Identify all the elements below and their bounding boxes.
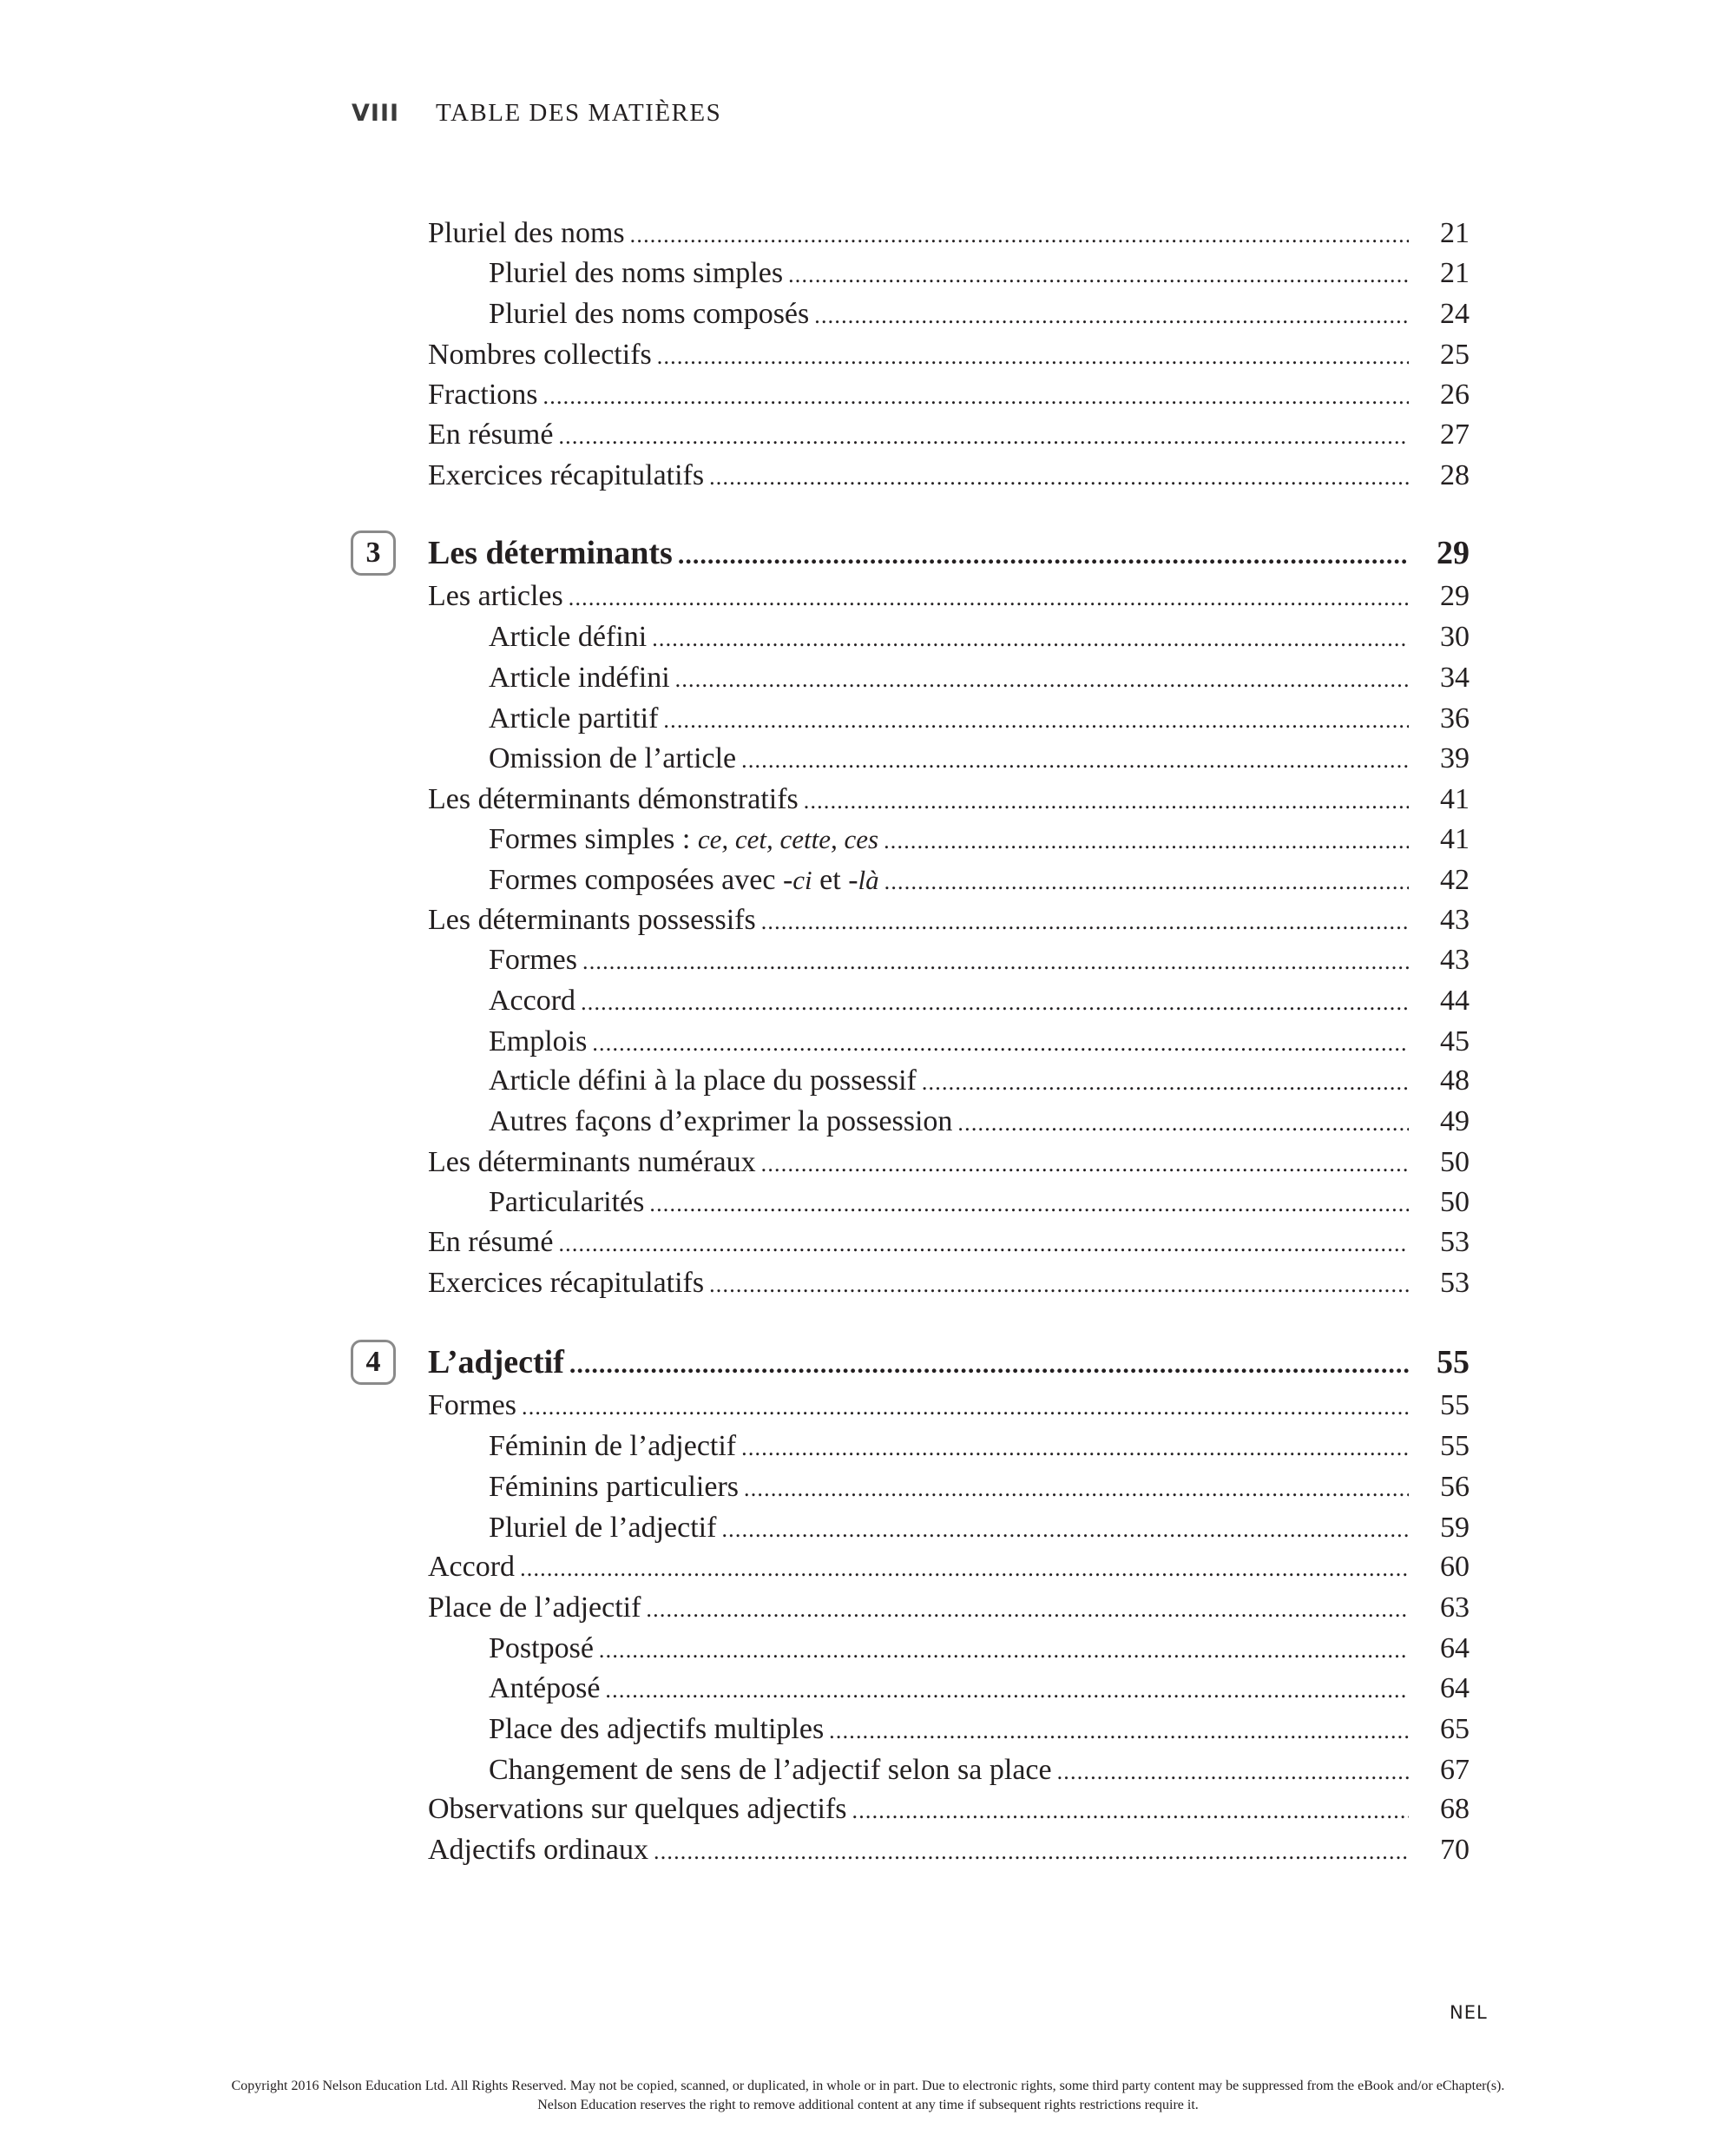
toc-entry-page: 56 [1440,1471,1470,1503]
toc-entry-label: Les déterminants [428,535,673,571]
toc-entry-page: 43 [1440,904,1470,936]
toc-entry-page: 55 [1440,1389,1470,1421]
dot-leader [592,1024,1409,1064]
toc-entry-page: 21 [1440,217,1470,249]
toc-entry [428,1263,1470,1303]
toc-chapter-entry [428,1341,1470,1384]
toc-chapter-entry [428,531,1470,575]
toc-entry-page: 29 [1440,580,1470,612]
toc-entry-page: 55 [1437,1344,1470,1380]
toc-entry-label: Les articles [428,580,563,612]
dot-leader [678,534,1409,577]
toc-entry-page: 41 [1440,823,1470,855]
dot-leader [657,337,1409,377]
copyright-line-2: Nelson Education reserves the right to remove additional content at any time if subsequent rights restrictions require it. [537,2098,1199,2112]
toc-entry [489,820,1470,860]
dot-leader [852,1791,1410,1831]
toc-entry-label: Pluriel des noms [428,217,625,249]
toc-entry-label: Exercices récapitulatifs [428,459,705,491]
toc-entry [428,335,1470,375]
dot-leader [649,1184,1409,1224]
toc-entry-label [489,860,884,900]
toc-entry-label: Pluriel de l’adjectif [489,1512,717,1544]
toc-entry [489,254,1470,293]
toc-entry [489,1467,1470,1507]
toc-entry-label: Place des adjectifs multiples [489,1713,825,1745]
toc-entry [428,1547,1470,1587]
dot-leader [582,942,1409,982]
copyright-line-1: Copyright 2016 Nelson Education Ltd. All Rights Reserved. May not be copied, scanned, or duplicated, in whole or in part. Due to electronic rights, some third party content may be suppressed from the eBook and/or eChapter(s). [231,2079,1505,2093]
dot-leader [709,458,1409,497]
dot-leader [630,215,1409,255]
toc-entry-page: 43 [1440,944,1470,976]
toc-entry [428,1143,1470,1183]
toc-entry-label: Article indéfini [489,662,670,694]
dot-leader [522,1387,1409,1427]
toc-entry-page: 34 [1440,662,1470,694]
dot-leader [569,1343,1409,1387]
toc-entry-label-italic: ce, cet, cette, ces [697,824,879,854]
toc-entry [428,780,1470,820]
toc-entry-label: Place de l’adjectif [428,1591,641,1624]
toc-entry-label-part: Formes composées avec - [489,864,793,896]
running-header [352,99,721,134]
page-number: VIII [352,100,400,127]
dot-leader [652,619,1409,659]
toc-entry-page: 42 [1440,864,1470,896]
publisher-mark: NEL [1450,2002,1488,2023]
toc-entry-label: Pluriel des noms simples [489,257,784,289]
toc-entry [489,1669,1470,1709]
dot-leader [829,1711,1409,1751]
toc-entry-label: Particularités [489,1186,645,1218]
dot-leader [654,1832,1409,1872]
toc-entry-page: 70 [1440,1834,1470,1866]
toc-entry-page: 50 [1440,1186,1470,1218]
toc-entry [489,617,1470,657]
toc-entry-page: 64 [1440,1672,1470,1704]
toc-entry-page: 68 [1440,1793,1470,1825]
dot-leader [605,1670,1409,1710]
toc-entry-label: Pluriel des noms composés [489,298,810,330]
toc-entry [428,1222,1470,1262]
toc-entry-label: Les déterminants possessifs [428,904,756,936]
toc-entry-label: Article défini [489,621,648,653]
toc-entry-page: 63 [1440,1591,1470,1624]
toc-entry-label: Emplois [489,1025,588,1058]
dot-leader [922,1063,1409,1103]
dot-leader [675,660,1409,700]
dot-leader [569,578,1409,618]
toc-entry-page: 67 [1440,1754,1470,1786]
toc-entry [489,981,1470,1021]
toc-entry [489,1061,1470,1101]
dot-leader [761,1144,1409,1184]
toc-entry-page: 30 [1440,621,1470,653]
toc-entry-page: 26 [1440,379,1470,411]
toc-entry [489,699,1470,739]
toc-entry-label: Changement de sens de l’adjectif selon sa place [489,1754,1052,1786]
dot-leader [663,701,1409,741]
toc-entry-label: Adjectifs ordinaux [428,1834,648,1866]
toc-entry [489,1183,1470,1222]
running-title: TABLE DES MATIÈRES [436,99,722,127]
toc-entry-label: Omission de l’article [489,742,737,774]
toc-entry-label: Formes [428,1389,516,1421]
toc-entry-label: Féminin de l’adjectif [489,1430,737,1462]
toc-entry [489,1710,1470,1749]
dot-leader [744,1469,1409,1509]
toc-entry-label: Postposé [489,1632,594,1664]
dot-leader [884,821,1409,861]
toc-entry-label: Article défini à la place du possessif [489,1064,917,1097]
toc-entry-page: 55 [1440,1430,1470,1462]
toc-entry-page: 24 [1440,298,1470,330]
toc-entry-page: 59 [1440,1512,1470,1544]
toc-entry-label: En résumé [428,418,554,451]
toc-entry-page: 49 [1440,1105,1470,1137]
toc-entry-label: Les déterminants numéraux [428,1146,756,1178]
toc-entry [489,658,1470,698]
toc-entry-label: Exercices récapitulatifs [428,1267,705,1299]
dot-leader [520,1549,1409,1589]
dot-leader [581,983,1409,1023]
toc-entry-label-part: là [858,865,879,895]
toc-entry-page: 29 [1437,535,1470,571]
toc-entry-label: Antéposé [489,1672,601,1704]
toc-entry [489,1750,1470,1790]
toc-entry [428,1588,1470,1628]
toc-entry [428,900,1470,940]
toc-entry-label: L’adjectif [428,1344,564,1380]
toc-entry [489,860,1470,900]
toc-entry-label: Autres façons d’exprimer la possession [489,1105,953,1137]
dot-leader [558,1224,1409,1264]
toc-entry-page: 53 [1440,1267,1470,1299]
toc-entry-page: 48 [1440,1064,1470,1097]
toc-entry-label: Article partitif [489,702,659,735]
toc-entry [489,739,1470,779]
toc-entry-label: Féminins particuliers [489,1471,740,1503]
toc-entry [489,1629,1470,1669]
dot-leader [761,902,1409,942]
dot-leader [741,741,1409,781]
toc-entry-page: 53 [1440,1226,1470,1258]
toc-entry-page: 60 [1440,1551,1470,1583]
toc-entry [489,1022,1470,1062]
toc-entry [489,1427,1470,1466]
toc-entry [489,1102,1470,1142]
toc-entry [489,940,1470,980]
toc-entry-label: Fractions [428,379,538,411]
toc-entry [489,1508,1470,1548]
dot-leader [1057,1752,1409,1792]
toc-entry-label: En résumé [428,1226,554,1258]
toc-entry-page: 36 [1440,702,1470,735]
toc-entry-page: 28 [1440,459,1470,491]
toc-entry-page: 45 [1440,1025,1470,1058]
dot-leader [884,862,1409,902]
dot-leader [721,1510,1409,1550]
dot-leader [709,1265,1409,1305]
toc-entry-page: 25 [1440,339,1470,371]
toc-entry-page: 21 [1440,257,1470,289]
chapter-number-box: 3 [351,530,396,576]
toc-entry-label-part: et - [812,864,858,896]
toc-entry-label [489,820,884,860]
toc-entry [428,1830,1470,1870]
toc-entry-page: 41 [1440,783,1470,815]
toc-entry [428,577,1470,616]
toc-entry-label-plain: Formes simples : [489,823,698,855]
toc-entry-label-part: ci [792,865,812,895]
toc-entry-page: 64 [1440,1632,1470,1664]
toc-entry [428,375,1470,415]
toc-entry-page: 65 [1440,1713,1470,1745]
toc-entry [428,456,1470,496]
toc-entry-page: 39 [1440,742,1470,774]
dot-leader [741,1428,1409,1468]
dot-leader [646,1590,1409,1630]
dot-leader [804,781,1409,821]
dot-leader [543,377,1409,417]
toc-entry [428,1789,1470,1829]
toc-entry [428,415,1470,455]
toc-entry-page: 27 [1440,418,1470,451]
toc-entry-label: Observations sur quelques adjectifs [428,1793,847,1825]
toc-entry [489,294,1470,334]
toc-entry [428,1386,1470,1426]
toc-entry-page: 50 [1440,1146,1470,1178]
chapter-number-box: 4 [351,1340,396,1385]
copyright-notice [0,2077,1736,2115]
toc-entry-page: 44 [1440,985,1470,1017]
dot-leader [814,296,1409,336]
toc-entry-label: Accord [489,985,576,1017]
toc-entry-label: Nombres collectifs [428,339,652,371]
toc-entry-label: Les déterminants démonstratifs [428,783,799,815]
dot-leader [558,417,1409,457]
dot-leader [599,1631,1409,1670]
toc-entry-label: Formes [489,944,577,976]
toc-entry [428,214,1470,254]
toc-entry-label: Accord [428,1551,516,1583]
dot-leader [788,255,1409,295]
dot-leader [957,1104,1409,1143]
